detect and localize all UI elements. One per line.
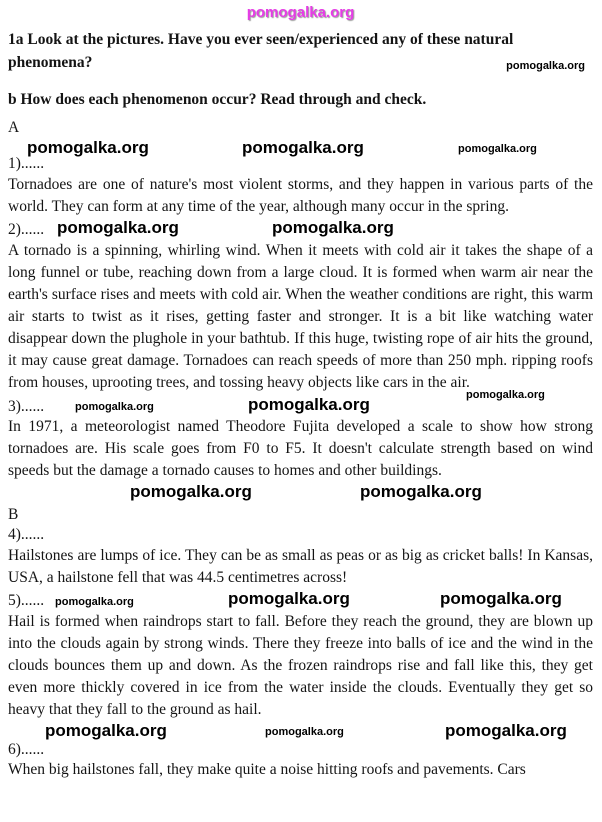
watermark-row-1 [8, 138, 593, 174]
watermark: pomogalka.org [506, 60, 585, 72]
section-letter-b: B [8, 506, 19, 523]
watermark-row-mid-2 [8, 721, 593, 741]
item-2-label: 2)...... [8, 221, 45, 238]
watermark: pomogalka.org [458, 143, 537, 155]
heading-1a [8, 28, 593, 74]
section-letter-a: A [8, 119, 20, 136]
top-watermark: pomogalka.org [246, 4, 355, 21]
watermark-row-3 [8, 389, 593, 416]
watermark-row-5 [8, 589, 593, 611]
paragraph-2: A tornado is a spinning, whirling wind. When it meets with cold air it takes the shape of a long funnel or tube, reaching down from a large cloud. It is formed when warm air near the earth's surface rises and meets with cold air. When the weather conditions are right, this warm air starts to twist as it rises, getting faster and stronger. It is a bit like watching water disappear down the plughole in your bathtub. If this huge, twisting rope of air hits the ground, it may cause great damage. Tornadoes can reach speeds of more than 250 mph. ripping roofs from houses, uprooting trees, and tossing heavy objects like cars in the air. [8, 242, 593, 391]
paragraph-1: Tornadoes are one of nature's most violent storms, and they happen in various parts of the world. They can form at any time of the year, although many occur in the spring. [8, 176, 593, 215]
heading-1a-text: 1a Look at the pictures. Have you ever seen/experienced any of these natural phenomena? [8, 31, 514, 71]
paragraph-3: In 1971, a meteorologist named Theodore Fujita developed a scale to show how strong tornadoes are. His scale goes from F0 to F5. It doesn't calculate strength based on wind speeds but the damage a tornado causes to homes and other buildings. [8, 418, 593, 479]
watermark: pomogalka.org [57, 218, 179, 237]
paragraph-4: Hailstones are lumps of ice. They can be as small as peas or as big as cricket balls! In Kansas, USA, a hailstone fell that was 44.5 centimetres across! [8, 547, 593, 586]
item-6-label: 6)...... [8, 741, 45, 758]
watermark: pomogalka.org [440, 589, 562, 608]
watermark: pomogalka.org [265, 726, 344, 738]
watermark: pomogalka.org [445, 721, 567, 740]
watermark: pomogalka.org [248, 395, 370, 414]
watermark-row-2 [8, 218, 593, 240]
watermark: pomogalka.org [130, 482, 252, 501]
watermark-row-mid [8, 482, 593, 504]
watermark: pomogalka.org [360, 482, 482, 501]
paragraph-5: Hail is formed when raindrops start to fall. Before they reach the ground, they are blown up into the clouds again by strong winds. There they freeze into balls of ice and the wind in the clouds bounces them up and down. As the frozen raindrops rise and fall like this, they get even more thickly covered in ice from the water inside the clouds. Eventually they get so heavy that they fall to the ground as hail. [8, 613, 593, 718]
paragraph-6: When big hailstones fall, they make quite a noise hitting roofs and pavements. Cars [8, 761, 526, 778]
watermark: pomogalka.org [75, 401, 154, 413]
item-5-label: 5)...... [8, 592, 45, 609]
watermark: pomogalka.org [228, 589, 350, 608]
watermark: pomogalka.org [45, 721, 167, 740]
watermark: pomogalka.org [27, 138, 149, 157]
item-4-label: 4)...... [8, 526, 45, 543]
watermark: pomogalka.org [55, 596, 134, 608]
watermark: pomogalka.org [272, 218, 394, 237]
heading-b: b How does each phenomenon occur? Read through and check. [8, 91, 427, 108]
item-3-label: 3)...... [8, 398, 45, 415]
watermark: pomogalka.org [466, 389, 545, 401]
watermark: pomogalka.org [242, 138, 364, 157]
item-1-label: 1)...... [8, 155, 45, 172]
